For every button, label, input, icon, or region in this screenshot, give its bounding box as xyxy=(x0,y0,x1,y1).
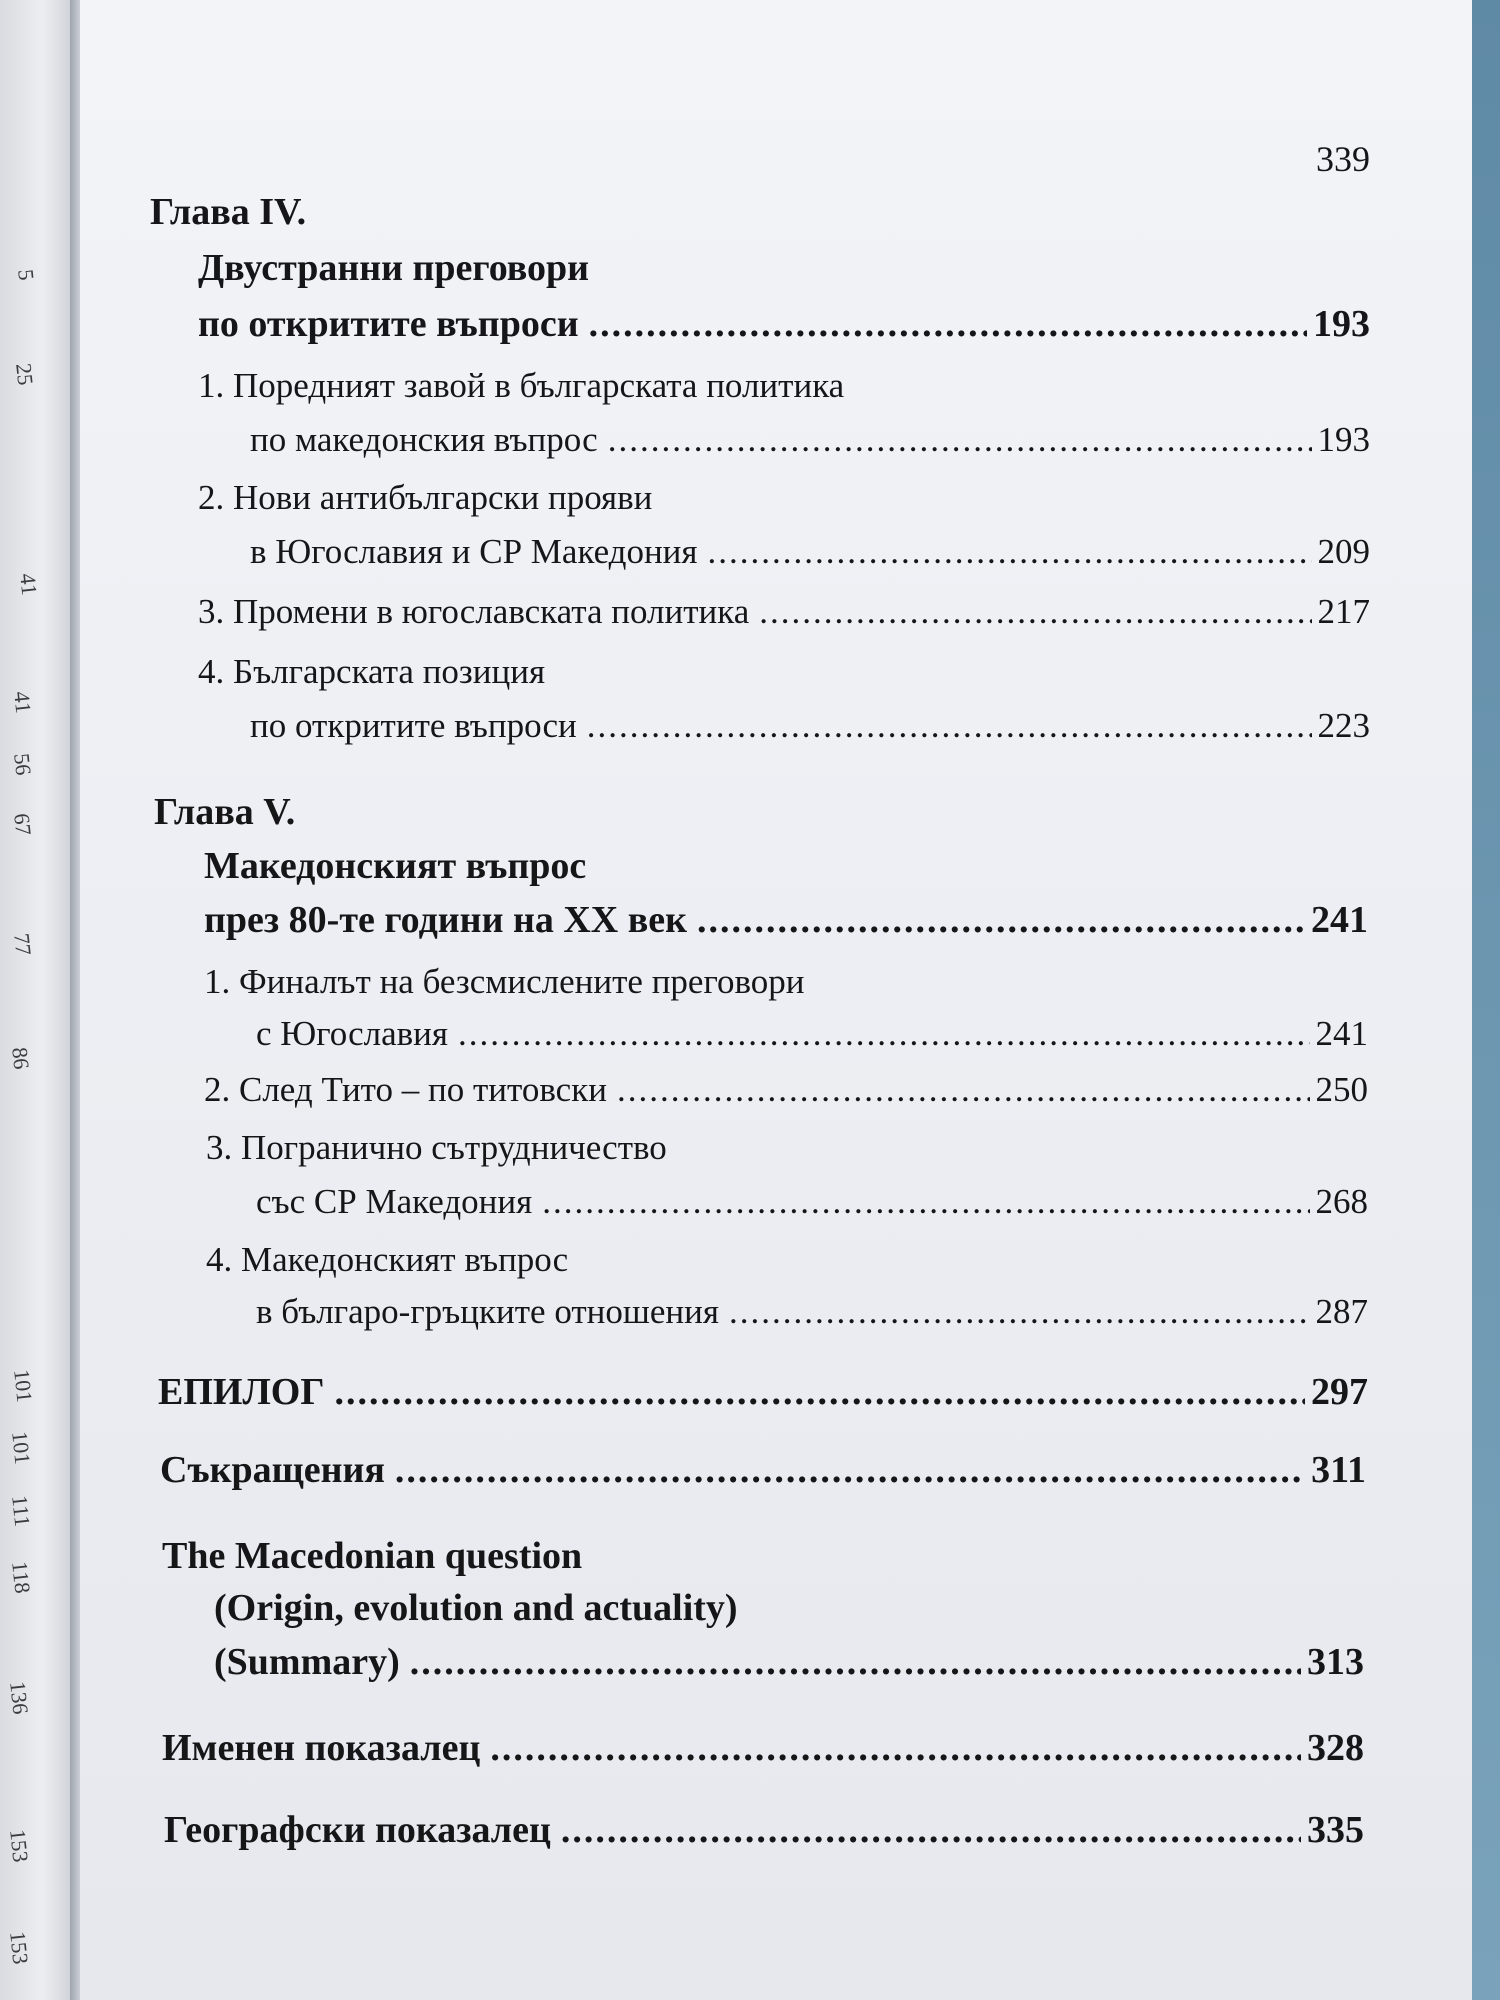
leader-dots xyxy=(617,1070,1310,1110)
summary-line3: (Summary) xyxy=(214,1641,400,1683)
left-page-number: 118 xyxy=(7,1560,36,1595)
ch5-item-4-line2: в българо-гръцките отношения xyxy=(256,1292,719,1331)
toc-entry-ch4-item-2[interactable] xyxy=(250,532,1370,572)
left-page-number: 25 xyxy=(11,362,39,387)
ch5-item-2-line1: 2. След Тито – по титовски xyxy=(204,1070,607,1109)
leader-dots xyxy=(561,1808,1301,1852)
ch5-item-1-line2: с Югославия xyxy=(256,1014,449,1053)
left-page-number: 111 xyxy=(7,1494,36,1528)
toc-entry-abbreviations[interactable] xyxy=(160,1448,1366,1492)
abbreviations-label: Съкращения xyxy=(160,1449,385,1491)
leader-dots xyxy=(490,1726,1301,1770)
leader-dots xyxy=(587,706,1312,746)
toc-entry-ch5-item-2[interactable] xyxy=(204,1070,1368,1110)
name-index-label: Именен показалец xyxy=(162,1727,481,1769)
leader-dots xyxy=(542,1182,1309,1222)
left-page-number: 67 xyxy=(9,812,37,837)
toc-entry-ch4-item-1[interactable] xyxy=(250,420,1370,460)
summary-page: 313 xyxy=(1307,1641,1364,1683)
geo-index-label: Географски показалец xyxy=(164,1809,551,1851)
chapter-4-heading: Глава IV. xyxy=(150,191,307,233)
ch4-item-4-line2: по откритите въпроси xyxy=(250,706,577,745)
ch5-item-3-line2: със СР Македония xyxy=(256,1182,533,1221)
chapter-4-title-line1: Двустранни преговори xyxy=(198,247,590,289)
leader-dots xyxy=(458,1014,1309,1054)
ch5-item-4-page: 287 xyxy=(1315,1292,1368,1331)
left-page-number: 153 xyxy=(5,1828,34,1864)
chapter-4-title-line2: по откритите въпроси xyxy=(198,303,579,345)
epilog-label: ЕПИЛОГ xyxy=(158,1371,325,1413)
leader-dots xyxy=(697,898,1305,942)
ch5-item-3-line1: 3. Погранично сътрудничество xyxy=(206,1128,667,1167)
toc-entry-chapter-4[interactable] xyxy=(198,302,1370,346)
ch5-item-1-line1: 1. Финалът на безсмислените преговори xyxy=(204,962,805,1001)
left-page-number: 77 xyxy=(9,932,37,957)
leader-dots xyxy=(589,302,1307,346)
chapter-5-page: 241 xyxy=(1311,899,1368,941)
left-page-number: 136 xyxy=(5,1680,34,1716)
toc-entry-chapter-5[interactable] xyxy=(204,898,1368,942)
toc-entry-epilog[interactable] xyxy=(158,1370,1368,1414)
toc-entry-ch5-item-1[interactable] xyxy=(256,1014,1368,1054)
leader-dots xyxy=(759,592,1311,632)
leader-dots xyxy=(708,532,1312,572)
toc-entry-ch5-item-4[interactable] xyxy=(256,1292,1368,1332)
ch4-item-2-page: 209 xyxy=(1317,532,1370,571)
geo-index-page: 335 xyxy=(1307,1809,1364,1851)
name-index-page: 328 xyxy=(1307,1727,1364,1769)
summary-line2: (Origin, evolution and actuality) xyxy=(214,1587,738,1629)
background-edge xyxy=(1472,0,1500,2000)
ch5-item-2-page: 250 xyxy=(1315,1070,1368,1109)
left-page-number: 56 xyxy=(9,752,37,777)
left-page-number: 101 xyxy=(9,1368,38,1404)
toc-entry-ch5-item-3[interactable] xyxy=(256,1182,1368,1222)
ch5-item-1-page: 241 xyxy=(1315,1014,1368,1053)
chapter-4-page: 193 xyxy=(1313,303,1370,345)
summary-line1: The Macedonian question xyxy=(162,1535,583,1577)
ch5-item-4-line1: 4. Македонският въпрос xyxy=(206,1240,569,1279)
left-page-number: 5 xyxy=(13,268,40,282)
toc-entry-name-index[interactable] xyxy=(162,1726,1364,1770)
left-page-number: 41 xyxy=(15,572,43,597)
leader-dots xyxy=(608,420,1312,460)
toc-entry-ch4-item-3[interactable] xyxy=(198,592,1370,632)
ch4-item-4-line1: 4. Българската позиция xyxy=(198,652,546,691)
toc-entry-ch4-item-4[interactable] xyxy=(250,706,1370,746)
ch4-item-3-page: 217 xyxy=(1317,592,1370,631)
left-page-edge xyxy=(0,0,78,2000)
ch4-item-3-line1: 3. Промени в югославската политика xyxy=(198,592,750,631)
chapter-5-title-line2: през 80-те години на XX век xyxy=(204,899,688,941)
ch4-item-4-page: 223 xyxy=(1317,706,1370,745)
toc-entry-summary[interactable] xyxy=(214,1640,1364,1684)
epilog-page: 297 xyxy=(1311,1371,1368,1413)
leader-dots xyxy=(729,1292,1310,1332)
chapter-5-title-line1: Македонският въпрос xyxy=(204,845,587,887)
left-page-number: 153 xyxy=(5,1930,34,1966)
chapter-5-heading: Глава V. xyxy=(154,791,296,833)
leader-dots xyxy=(335,1370,1305,1414)
leader-dots xyxy=(410,1640,1301,1684)
left-page-number: 101 xyxy=(7,1430,36,1466)
left-page-number: 86 xyxy=(7,1046,35,1071)
table-of-contents xyxy=(80,0,1472,2000)
toc-entry-geo-index[interactable] xyxy=(164,1808,1364,1852)
leader-dots xyxy=(395,1448,1305,1492)
ch4-item-1-line1: 1. Поредният завой в българската политика xyxy=(198,366,845,405)
ch4-item-1-page: 193 xyxy=(1317,420,1370,459)
toc-page xyxy=(80,0,1472,2000)
ch4-item-2-line1: 2. Нови антибългарски прояви xyxy=(198,478,653,517)
ch4-item-2-line2: в Югославия и СР Македония xyxy=(250,532,698,571)
abbreviations-page: 311 xyxy=(1311,1449,1366,1491)
page-number: 339 xyxy=(1316,139,1370,179)
ch4-item-1-line2: по македонския въпрос xyxy=(250,420,598,459)
left-page-number: 41 xyxy=(9,690,37,715)
ch5-item-3-page: 268 xyxy=(1315,1182,1368,1221)
